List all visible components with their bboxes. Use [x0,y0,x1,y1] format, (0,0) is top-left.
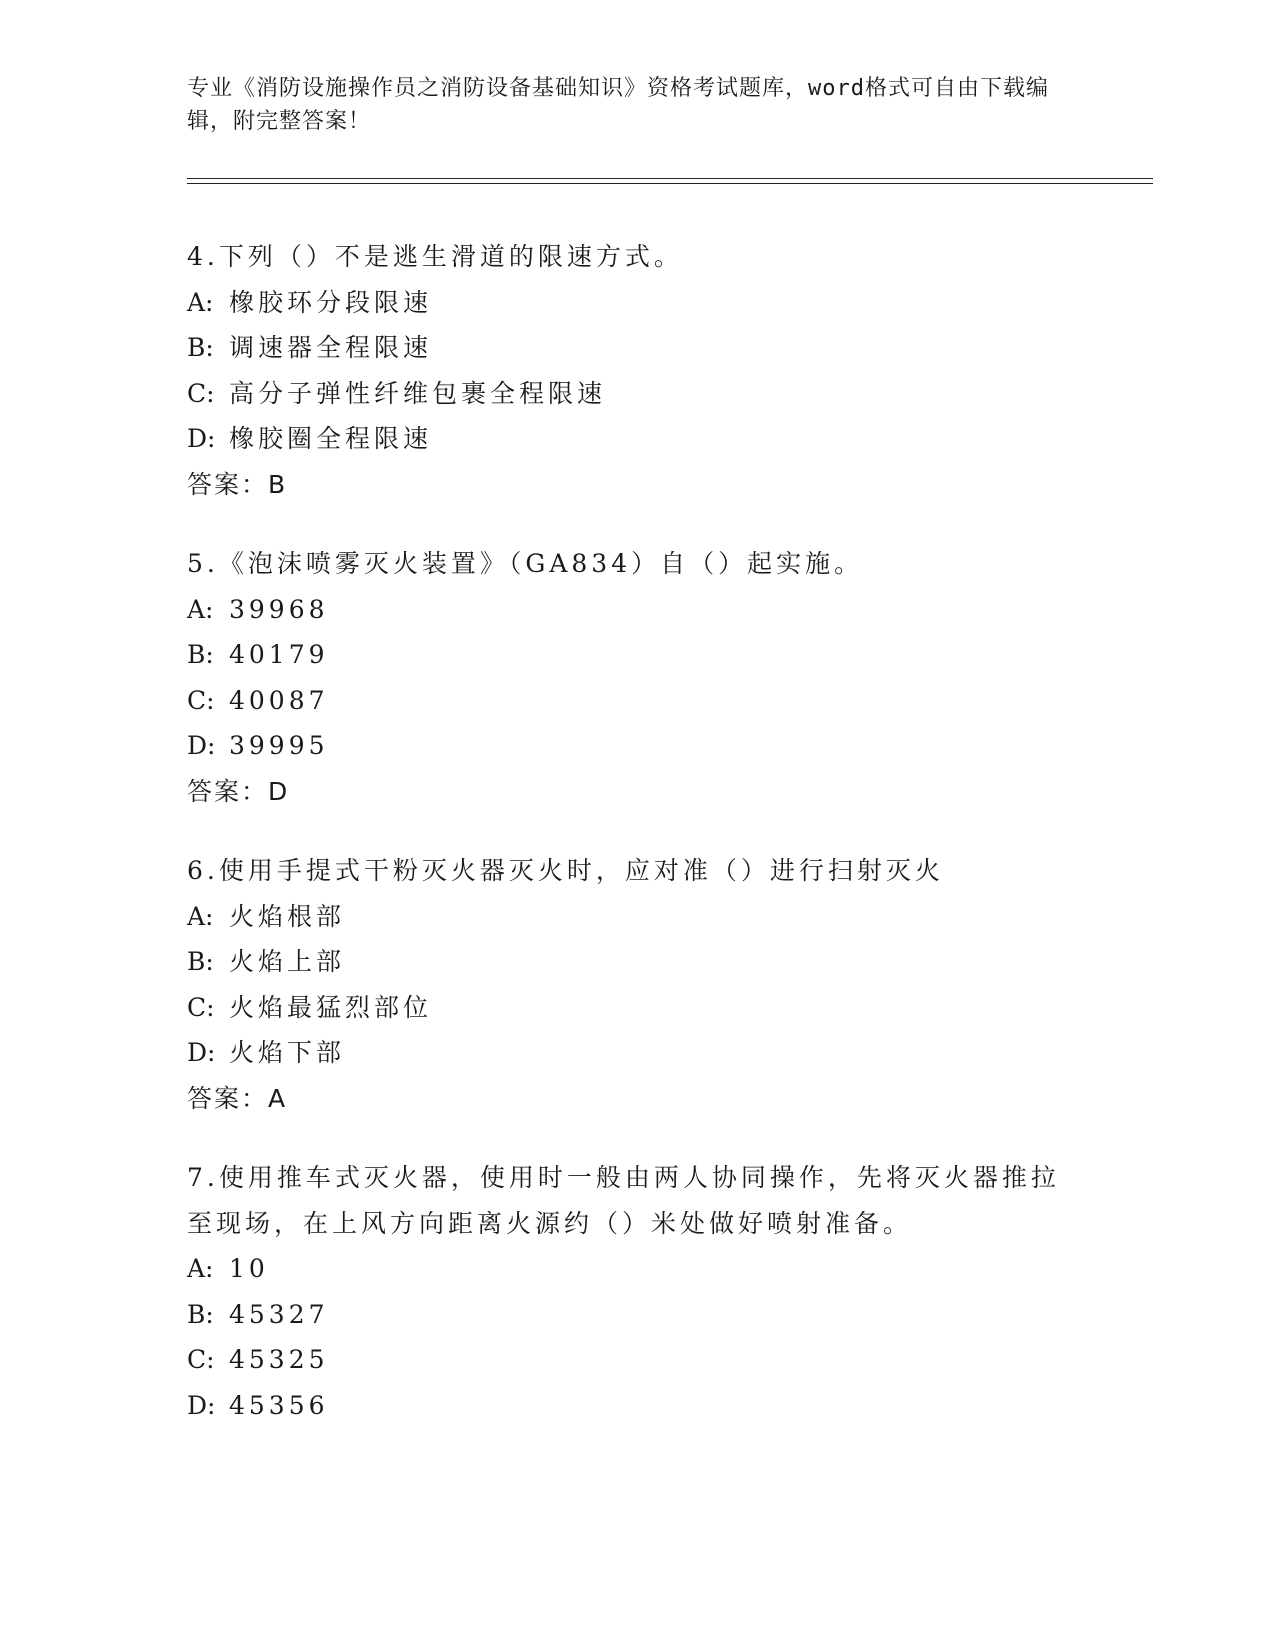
question-stem: 5.《泡沫喷雾灭火装置》（GA834）自（）起实施。 [187,549,864,578]
option-text: 火焰上部 [229,947,346,976]
option-key: C: [187,685,215,715]
option-text: 40179 [229,640,329,669]
question-stem: 7.使用推车式灭火器，使用时一般由两人协同操作，先将灭火器推拉至现场，在上风方向距离火源约（）米处做好喷射准备。 [187,1163,1060,1238]
option-text: 橡胶圈全程限速 [229,424,433,453]
option-key: B: [187,1299,214,1329]
option-text: 39995 [229,731,329,760]
option-d [187,1030,1087,1076]
option-text: 10 [229,1254,269,1283]
option-a [187,587,1087,633]
option-key: A: [187,1254,214,1283]
option-d [187,723,1087,769]
question-item [187,1155,1087,1428]
option-d [187,416,1087,462]
option-key: B: [187,947,214,976]
option-text: 火焰下部 [229,1038,346,1067]
option-key: D: [187,1038,216,1067]
option-b [187,939,1087,985]
option-text: 45327 [229,1299,329,1329]
option-key: D: [187,1390,216,1420]
question-stem: 4.下列（）不是逃生滑道的限速方式。 [187,242,683,271]
answer-line: 答案：A [187,1083,288,1113]
question-stem: 6.使用手提式干粉灭火器灭火时，应对准（）进行扫射灭火 [187,856,944,885]
option-key: A: [187,901,214,931]
option-key: A: [187,287,214,317]
question-list [187,234,1087,1462]
option-text: 40087 [229,685,329,715]
option-a [187,1246,1087,1292]
option-key: C: [187,378,215,408]
option-text: 火焰根部 [229,901,346,931]
option-a [187,280,1087,326]
option-key: C: [187,1345,215,1374]
option-text: 火焰最猛烈部位 [229,992,433,1022]
option-b [187,325,1087,371]
document-header: 专业《消防设施操作员之消防设备基础知识》资格考试题库，word格式可自由下载编辑，附完整答案！ [187,76,1049,134]
option-a [187,894,1087,940]
option-text: 橡胶环分段限速 [229,287,433,317]
option-text: 39968 [229,594,329,624]
option-c [187,678,1087,724]
option-key: B: [187,333,214,362]
option-c [187,985,1087,1031]
question-item [187,848,1087,1121]
option-c [187,371,1087,417]
option-text: 45356 [229,1390,329,1420]
option-key: D: [187,731,216,760]
header-divider-bottom [187,183,1153,184]
option-key: C: [187,992,215,1022]
option-key: D: [187,424,216,453]
option-text: 调速器全程限速 [229,333,433,362]
answer-line: 答案：D [187,776,290,806]
option-c [187,1337,1087,1383]
header-divider-top [187,178,1153,179]
option-b [187,1292,1087,1338]
option-key: A: [187,594,214,624]
option-d [187,1383,1087,1429]
option-text: 高分子弹性纤维包裹全程限速 [229,378,607,408]
option-text: 45325 [229,1345,329,1374]
option-key: B: [187,640,214,669]
option-b [187,632,1087,678]
question-item [187,234,1087,507]
answer-line: 答案：B [187,469,288,499]
question-item [187,541,1087,814]
